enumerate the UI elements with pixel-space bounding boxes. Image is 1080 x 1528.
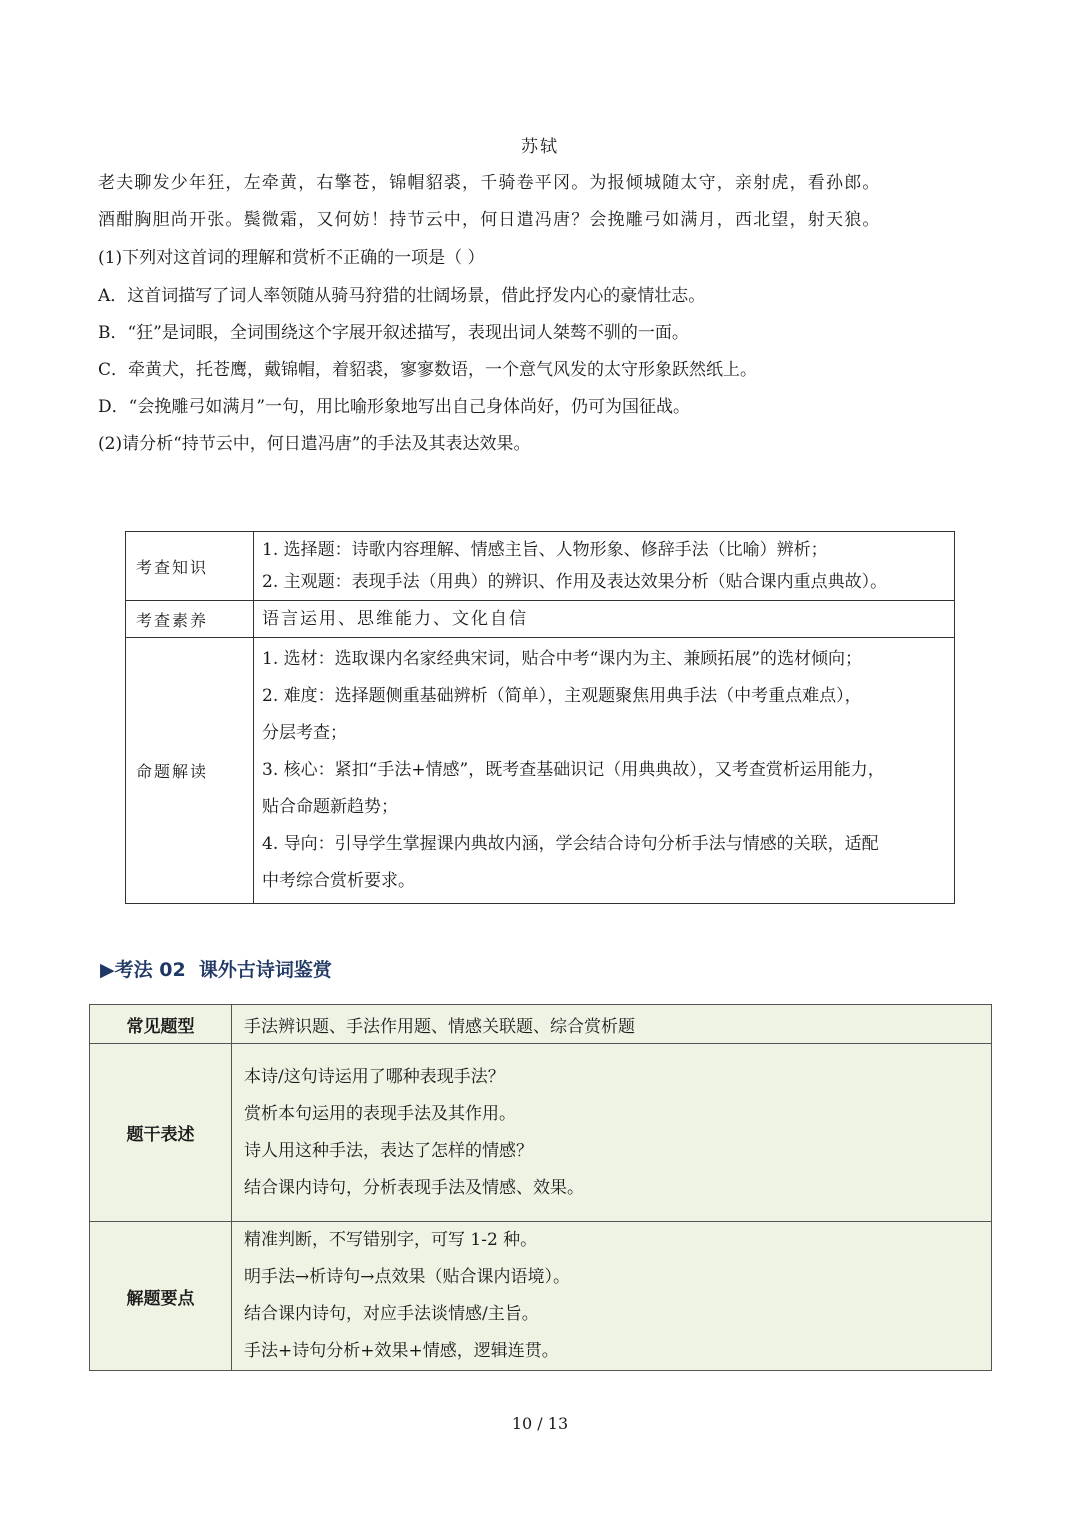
section-title: 考法 02 课外古诗词鉴赏 bbox=[114, 959, 332, 981]
row-content bbox=[254, 638, 955, 904]
content-line: 1. 选择题：诗歌内容理解、情感主旨、人物形象、修辞手法（比喻）辨析； bbox=[262, 540, 828, 560]
content-line: 中考综合赏析要求。 bbox=[262, 871, 415, 891]
row-label: 考查素养 bbox=[126, 601, 254, 638]
page-number: 10 / 13 bbox=[511, 1414, 569, 1433]
content-line: 手法+诗句分析+效果+情感，逻辑连贯。 bbox=[244, 1341, 559, 1361]
table-row bbox=[126, 601, 955, 638]
row-content: 手法辨识题、手法作用题、情感关联题、综合赏析题 bbox=[232, 1005, 992, 1044]
row-content bbox=[232, 1044, 992, 1222]
content-line: 贴合命题新趋势； bbox=[262, 797, 398, 817]
option-b: B．“狂”是词眼，全词围绕这个字展开叙述描写，表现出词人桀骜不驯的一面。 bbox=[98, 323, 689, 343]
poem-line-1: 老夫聊发少年狂，左牵黄，右擎苍，锦帽貂裘，千骑卷平冈。为报倾城随太守，亲射虎，看孙郎。 bbox=[98, 173, 881, 193]
option-c: C．牵黄犬，托苍鹰，戴锦帽，着貂裘，寥寥数语，一个意气风发的太守形象跃然纸上。 bbox=[98, 360, 758, 380]
section-heading bbox=[100, 955, 332, 982]
question-2: (2)请分析“持节云中，何日遣冯唐”的手法及其表达效果。 bbox=[98, 434, 531, 454]
content-line: 赏析本句运用的表现手法及其作用。 bbox=[244, 1103, 516, 1124]
row-content: 语言运用、思维能力、文化自信 bbox=[254, 601, 955, 638]
row-label: 题干表述 bbox=[90, 1044, 232, 1222]
option-d: D．“会挽雕弓如满月”一句，用比喻形象地写出自己身体尚好，仍可为国征战。 bbox=[98, 397, 691, 417]
poem-line-2: 酒酣胸胆尚开张。鬓微霜，又何妨！持节云中，何日遣冯唐？会挽雕弓如满月，西北望，射天狼。 bbox=[98, 210, 881, 230]
row-label: 常见题型 bbox=[90, 1005, 232, 1044]
content-line: 1. 选材：选取课内名家经典宋词，贴合中考“课内为主、兼顾拓展”的选材倾向； bbox=[262, 649, 863, 669]
row-content bbox=[254, 532, 955, 601]
triangle-marker-icon: ▶ bbox=[100, 959, 115, 981]
option-a: A．这首词描写了词人率领随从骑马狩猎的壮阔场景，借此抒发内心的豪情壮志。 bbox=[98, 286, 706, 306]
content-line: 精准判断，不写错别字，可写 1-2 种。 bbox=[244, 1230, 538, 1250]
content-line: 2. 难度：选择题侧重基础辨析（简单），主观题聚焦用典手法（中考重点难点）， bbox=[262, 686, 862, 706]
content-line: 本诗/这句诗运用了哪种表现手法？ bbox=[244, 1066, 505, 1087]
poem-author: 苏轼 bbox=[521, 137, 559, 157]
method-table bbox=[89, 1004, 992, 1371]
table-row bbox=[126, 638, 955, 904]
row-label: 解题要点 bbox=[90, 1222, 232, 1371]
content-line: 结合课内诗句，对应手法谈情感/主旨。 bbox=[244, 1304, 539, 1324]
exam-analysis-table bbox=[125, 531, 955, 904]
content-line: 2. 主观题：表现手法（用典）的辨识、作用及表达效果分析（贴合课内重点典故）。 bbox=[262, 572, 888, 592]
content-line: 结合课内诗句，分析表现手法及情感、效果。 bbox=[244, 1177, 584, 1198]
content-line: 4. 导向：引导学生掌握课内典故内涵，学会结合诗句分析手法与情感的关联，适配 bbox=[262, 834, 879, 854]
content-line: 明手法→析诗句→点效果（贴合课内语境）。 bbox=[244, 1267, 570, 1287]
table-row bbox=[90, 1044, 992, 1222]
row-content bbox=[232, 1222, 992, 1371]
row-label: 考查知识 bbox=[126, 532, 254, 601]
table-row bbox=[126, 532, 955, 601]
question-1: (1)下列对这首词的理解和赏析不正确的一项是（ ） bbox=[98, 248, 485, 268]
row-label: 命题解读 bbox=[126, 638, 254, 904]
content-line: 3. 核心：紧扣“手法+情感”，既考查基础识记（用典典故），又考查赏析运用能力， bbox=[262, 760, 885, 780]
table-row bbox=[90, 1005, 992, 1044]
table-row bbox=[90, 1222, 992, 1371]
content-line: 分层考查； bbox=[262, 723, 347, 743]
content-line: 诗人用这种手法，表达了怎样的情感？ bbox=[244, 1140, 533, 1161]
